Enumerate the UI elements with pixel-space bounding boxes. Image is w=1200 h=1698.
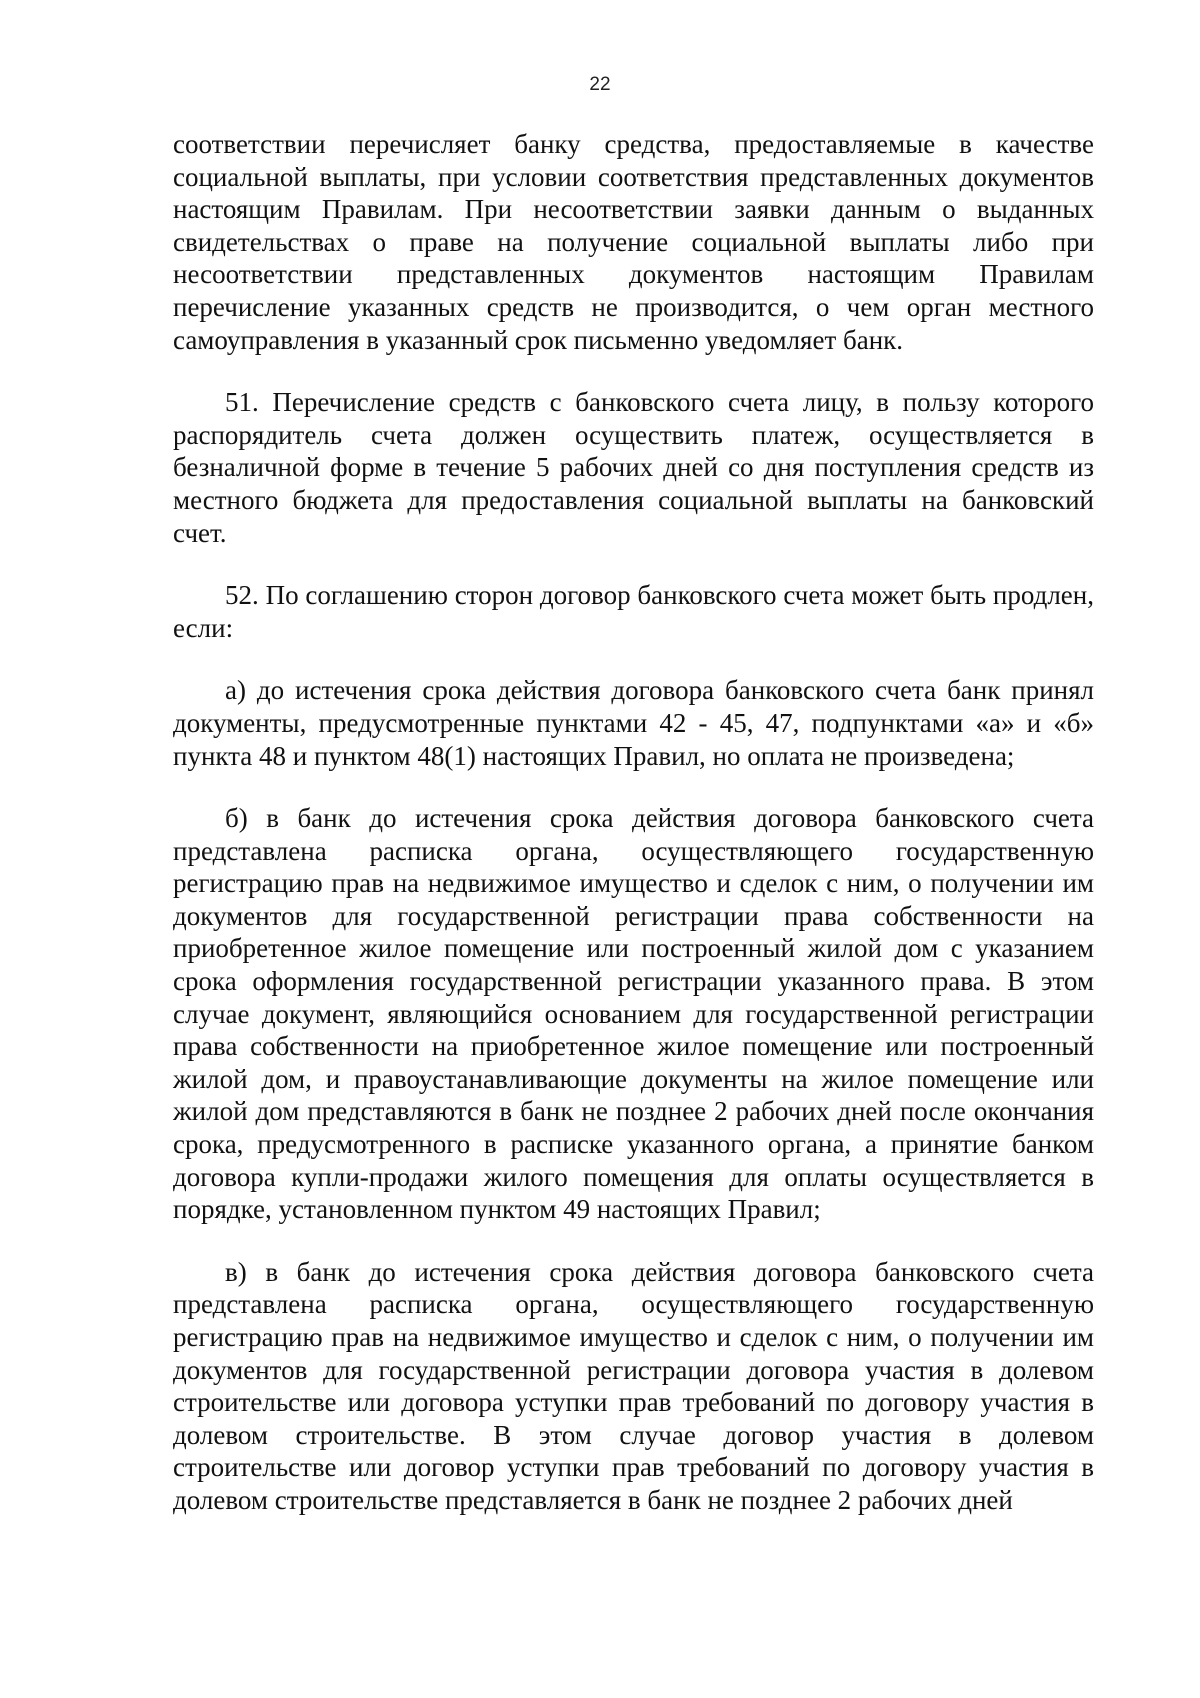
subparagraph-a: а) до истечения срока действия договора банковского счета банк принял документы, предусмотренные пунктами 42 - 45, 47, подпунктами «а» и «б» пункта 48 и пунктом 48(1) настоящих Правил, но оплата не произведена;: [173, 675, 1094, 771]
subparagraph-b: б) в банк до истечения срока действия договора банковского счета представлена расписка органа, осуществляющего государственную регистрацию прав на недвижимое имущество и сделок с ним, о получении им документов для государственной регистрации права собственности на приобретенное жилое помещение или построенный жилой дом с указанием срока оформления государственной регистрации указанного права. В этом случае документ, являющийся основанием для государственной регистрации права собственности на приобретенное жилое помещение или построенный жилой дом, и правоустанавливающие документы на жилое помещение или жилой дом представляются в банк не позднее 2 рабочих дней после окончания срока, предусмотренного в расписке указанного органа, а принятие банком договора купли-продажи жилого помещения для оплаты осуществляется в порядке, установленном пунктом 49 настоящих Правил;: [173, 803, 1094, 1225]
paragraph-continuation: соответствии перечисляет банку средства, предоставляемые в качестве социальной выплаты, при условии соответствия представленных документов настоящим Правилам. При несоответствии заявки данным о выданных свидетельствах о праве на получение социальной выплаты либо при несоответствии представленных документов настоящим Правилам перечисление указанных средств не производится, о чем орган местного самоуправления в указанный срок письменно уведомляет банк.: [173, 129, 1094, 355]
paragraph-51: 51. Перечисление средств с банковского счета лицу, в пользу которого распорядитель счета должен осуществить платеж, осуществляется в безналичной форме в течение 5 рабочих дней со дня поступления средств из местного бюджета для предоставления социальной выплаты на банковский счет.: [173, 387, 1094, 548]
subparagraph-v: в) в банк до истечения срока действия договора банковского счета представлена расписка органа, осуществляющего государственную регистрацию прав на недвижимое имущество и сделок с ним, о получении им документов для государственной регистрации договора участия в долевом строительстве или договора уступки прав требований по договору участия в долевом строительстве. В этом случае договор участия в долевом строительстве или договор уступки прав требований по договору участия в долевом строительстве представляется в банк не позднее 2 рабочих дней: [173, 1256, 1094, 1515]
page-number: 22: [589, 74, 611, 95]
document-body: [173, 128, 1094, 1547]
paragraph-52: 52. По соглашению сторон договор банковского счета может быть продлен, если:: [173, 580, 1094, 643]
